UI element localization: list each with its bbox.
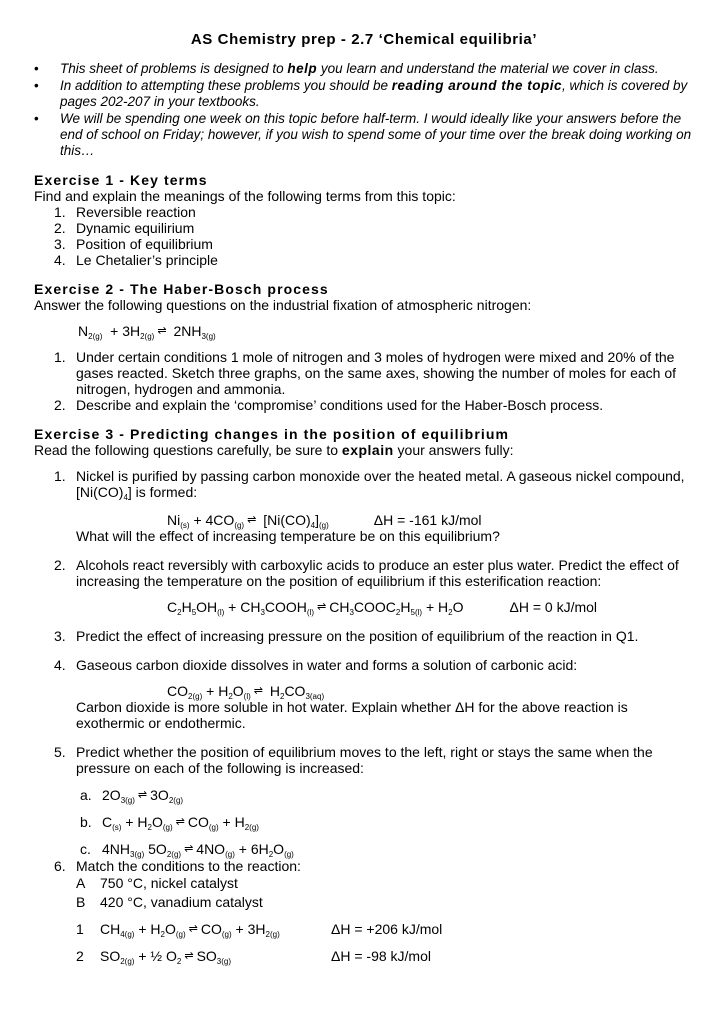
question-4: 4. Gaseous carbon dioxide dissolves in water and forms a solution of carbonic acid: bbox=[54, 657, 578, 673]
intro-list bbox=[34, 61, 694, 159]
key-term-item: 4. Le Chetalier’s principle bbox=[54, 252, 218, 268]
equilibrium-arrow-icon: ⇌ bbox=[184, 843, 194, 855]
question-5: 5. Predict whether the position of equilibrium moves to the left, right or stays the same when the pressure on each of the following is increased: bbox=[54, 744, 653, 776]
question-1: 1. Nickel is purified by passing carbon monoxide over the heated metal. A gaseous nickel compound, $[Ni(CO)_4]$ is formed: bbox=[54, 468, 685, 502]
exercise-3-instruction: Read the following questions carefully, be sure to explain your answers fully: bbox=[34, 442, 514, 458]
exercise-1-title: Exercise 1 - Key terms bbox=[34, 172, 208, 188]
carbonic-acid-equation: $CO_{2(g)} + H_2O_{(l)}$ ⇌ $H_2CO_{3(aq)}$ bbox=[167, 683, 325, 701]
exercise-1-instruction: Find and explain the meanings of the following terms from this topic: bbox=[34, 188, 456, 204]
haber-questions bbox=[34, 349, 694, 413]
bullet-icon: • bbox=[34, 61, 39, 76]
bullet-icon: • bbox=[34, 78, 39, 93]
reaction-1: 1 $CH_{4(g)} + H_2O_{(g)}$ ⇌ $CO_{(g)} + 3H_{2(g)}$ ΔH = +206 kJ/mol bbox=[76, 921, 443, 939]
esterification-equation: $C_2H_5OH_{(l)}$ + $CH_3COOH_{(l)}$ ⇌ $CH_3COOC_2H_{5(l)} + H_2O$ ΔH = 0 kJ/mol bbox=[167, 599, 598, 617]
exercise-2-title: Exercise 2 - The Haber-Bosch process bbox=[34, 281, 329, 297]
key-term-item: 1. Reversible reaction bbox=[54, 204, 196, 220]
equilibrium-arrow-icon: ⇌ bbox=[247, 514, 257, 526]
nickel-equation: $Ni_{(s)} + 4CO_{(g)}$ ⇌ $[Ni(CO)_4]_{(g)}$ ΔH = -161 kJ/mol bbox=[167, 512, 482, 530]
question-4-prompt: Carbon dioxide is more soluble in hot water. Explain whether ΔH for the above reaction is exothermic or endothermic. bbox=[76, 699, 628, 731]
exercise-3-title: Exercise 3 - Predicting changes in the position of equilibrium bbox=[34, 426, 510, 442]
worksheet-page bbox=[34, 32, 694, 964]
question-item: 2. Describe and explain the ‘compromise’ conditions used for the Haber-Bosch process. bbox=[54, 397, 604, 413]
question-5c: c. $4NH_{3(g)}$ $5O_{2(g)}$ ⇌ $4NO_{(g)} + 6H_2O_{(g)}$ bbox=[80, 841, 294, 859]
question-5a: a. $2O_{3(g)}$ ⇌ $3O_{2(g)}$ bbox=[80, 787, 184, 805]
exercise-2-instruction: Answer the following questions on the industrial fixation of atmospheric nitrogen: bbox=[34, 297, 532, 313]
question-5b: b. $C_{(s)} + H_2O_{(g)}$ ⇌ $CO_{(g)} + H_{2(g)}$ bbox=[80, 814, 259, 832]
condition-b: B 420 °C, vanadium catalyst bbox=[76, 894, 263, 910]
haber-equation: $N_{2(g)} + 3H_{2(g)}$ ⇌ $2NH_{3(g)}$ bbox=[78, 323, 216, 341]
bullet-icon: • bbox=[34, 111, 39, 126]
equilibrium-arrow-icon: ⇌ bbox=[137, 789, 148, 801]
question-item: 1. Under certain conditions 1 mole of nitrogen and 3 moles of hydrogen were mixed and 20% of the gases reacted. Sketch three graphs, on the same axes, showing the number of moles for each of nitrogen, hydrogen and ammonia. bbox=[54, 349, 677, 397]
reaction-2: 2 $SO_{2(g)}$ + ½ $O_2$ ⇌ $SO_{3(g)}$ ΔH = -98 kJ/mol bbox=[76, 948, 431, 966]
question-6: 6. Match the conditions to the reaction: bbox=[54, 858, 301, 874]
key-term-item: 2. Dynamic equilirium bbox=[54, 220, 195, 236]
equilibrium-arrow-icon: ⇌ bbox=[188, 923, 198, 935]
intro-bullet-1: • This sheet of problems is designed to help you learn and understand the material we cover in class. bbox=[34, 61, 659, 76]
question-3: 3. Predict the effect of increasing pressure on the position of equilibrium of the reaction in Q1. bbox=[54, 628, 639, 644]
equilibrium-arrow-icon: ⇌ bbox=[157, 325, 167, 337]
equilibrium-arrow-icon: ⇌ bbox=[253, 685, 263, 697]
key-terms-list bbox=[34, 204, 694, 268]
intro-bullet-2: • In addition to attempting these problems you should be reading around the topic, which is covered by pages 202-207 in your textbooks. bbox=[34, 78, 688, 109]
question-2: 2. Alcohols react reversibly with carboxylic acids to produce an ester plus water. Predict the effect of increasing the temperature on the position of equilibrium if this esterification reaction: bbox=[54, 557, 679, 589]
page-title: AS Chemistry prep - 2.7 ‘Chemical equilibria’ bbox=[190, 31, 538, 48]
equilibrium-arrow-icon: ⇌ bbox=[175, 816, 185, 828]
intro-bullet-3: • We will be spending one week on this topic before half-term. I would ideally like your answers before the end of school on Friday; however, if you wish to spend some of your time over the break doing working on this… bbox=[34, 111, 692, 158]
key-term-item: 3. Position of equilibrium bbox=[54, 236, 213, 252]
equilibrium-arrow-icon: ⇌ bbox=[184, 950, 194, 962]
question-1-prompt: What will the effect of increasing temperature be on this equilibrium? bbox=[76, 528, 500, 544]
condition-a: A 750 °C, nickel catalyst bbox=[76, 875, 238, 891]
equilibrium-arrow-icon: ⇌ bbox=[317, 601, 327, 613]
